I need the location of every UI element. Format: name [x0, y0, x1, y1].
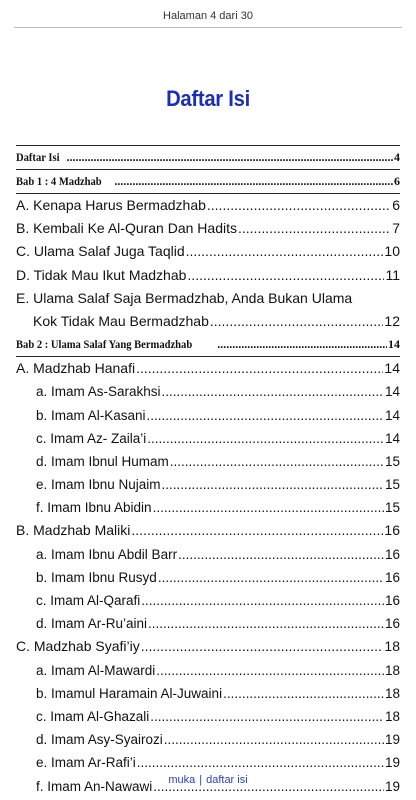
- toc-entry-page: 14: [384, 407, 400, 423]
- toc-entry-page: 16: [384, 546, 400, 562]
- dot-leader: [131, 519, 383, 542]
- toc-entry-page: 15: [384, 453, 400, 469]
- toc-entry-label: B. Kembali Ke Al-Quran Dan Hadits: [16, 220, 237, 237]
- dot-leader: [150, 705, 384, 728]
- dot-leader: [178, 543, 384, 566]
- toc-entry-page: 19: [384, 732, 400, 748]
- toc-entry-label: Bab 1 : 4 Madzhab: [16, 174, 102, 188]
- toc-entry-page: 16: [384, 593, 400, 608]
- toc-section-maliki[interactable]: [16, 519, 400, 542]
- dot-leader: [210, 310, 384, 333]
- toc-entry-page: 16: [384, 616, 400, 632]
- toc-entry-page: 4: [394, 150, 400, 164]
- header-divider: [14, 27, 402, 28]
- toc-entry-label: Daftar Isi: [16, 150, 60, 164]
- toc-entry-label: e. Imam Ar-Rafi’i: [36, 755, 136, 771]
- toc-entry-page: 7: [392, 220, 400, 237]
- toc-entry-label: e. Imam Ibnu Nujaim: [36, 477, 161, 493]
- dot-leader: [147, 404, 384, 427]
- toc-entry-page: 10: [384, 243, 400, 260]
- toc-entry-page: 18: [384, 685, 400, 701]
- toc-subentry[interactable]: [16, 404, 400, 427]
- dot-leader: [153, 496, 384, 519]
- dot-leader: [162, 473, 384, 496]
- dot-leader: [137, 751, 384, 774]
- dot-leader: [223, 682, 384, 705]
- toc-entry[interactable]: [16, 264, 400, 287]
- toc-entry[interactable]: [16, 194, 400, 217]
- daftar-isi-link[interactable]: daftar isi: [206, 774, 248, 786]
- dot-leader: [187, 264, 384, 287]
- toc-entry-multiline[interactable]: [16, 287, 400, 333]
- toc-entry-label: A. Madzhab Hanafi: [16, 360, 136, 377]
- toc-entry-label: B. Madzhab Maliki: [16, 522, 131, 539]
- toc-section-hanafi[interactable]: [16, 357, 400, 380]
- toc-entry[interactable]: [16, 217, 400, 240]
- table-of-contents: [16, 145, 400, 798]
- toc-entry-daftar-isi[interactable]: [16, 145, 400, 170]
- toc-entry-label-line1: E. Ulama Salaf Saja Bermadzhab, Anda Bukan Ulama: [16, 289, 353, 306]
- toc-entry-label: c. Imam Al-Qarafi: [36, 593, 141, 608]
- toc-entry-page: 14: [384, 360, 400, 377]
- toc-entry-label: C. Ulama Salaf Juga Taqlid: [16, 243, 185, 260]
- dot-leader: [147, 427, 384, 450]
- toc-entry-label: a. Imam Al-Mawardi: [36, 662, 156, 678]
- toc-section-syafiiy[interactable]: [16, 635, 400, 658]
- dot-leader: [162, 380, 384, 403]
- toc-entry-page: 11: [385, 266, 400, 283]
- toc-entry-label: b. Imam Ibnu Rusyd: [36, 569, 157, 585]
- toc-entry-page: 18: [384, 708, 400, 724]
- toc-entry-page: 16: [384, 522, 400, 539]
- toc-subentry[interactable]: [16, 473, 400, 496]
- dot-leader: [164, 728, 384, 751]
- toc-entry-page: 15: [384, 477, 400, 493]
- toc-entry-label: f. Imam An-Nawawi: [36, 778, 153, 794]
- dot-leader: [158, 566, 384, 589]
- toc-subentry[interactable]: [16, 543, 400, 566]
- toc-entry-page: 14: [384, 384, 400, 400]
- toc-entry-label: d. Imam Asy-Syairozi: [36, 732, 163, 748]
- toc-entry-page: 19: [384, 778, 400, 794]
- toc-entry-page: 12: [384, 312, 400, 329]
- toc-subentry[interactable]: [16, 496, 400, 519]
- toc-subentry[interactable]: [16, 380, 400, 403]
- toc-entry[interactable]: [16, 240, 400, 263]
- toc-entry-bab-1[interactable]: [16, 170, 400, 194]
- toc-subentry[interactable]: [16, 589, 400, 612]
- dot-leader: [148, 612, 384, 635]
- toc-entry-label: d. Imam Ar-Ru’aini: [36, 616, 148, 632]
- toc-entry-label: c. Imam Az- Zaila’i: [36, 430, 147, 446]
- toc-entry-label: Bab 2 : Ulama Salaf Yang Bermadzhab: [16, 337, 193, 352]
- toc-entry-page: 6: [394, 174, 400, 188]
- toc-entry-page: 15: [384, 500, 400, 516]
- page-footer: [0, 774, 416, 786]
- page-title: Daftar Isi: [166, 86, 250, 111]
- toc-entry-page: 6: [392, 197, 400, 213]
- toc-entry-label: b. Imam Al-Kasani: [36, 407, 146, 423]
- toc-subentry[interactable]: [16, 728, 400, 751]
- dot-leader: [238, 217, 391, 240]
- toc-subentry[interactable]: [16, 566, 400, 589]
- dot-leader: [66, 146, 393, 169]
- dot-leader: [136, 357, 383, 380]
- dot-leader: [170, 450, 384, 473]
- toc-entry-label-line2: Kok Tidak Mau Bermadzhab: [33, 312, 209, 329]
- toc-entry-page: 19: [384, 755, 400, 771]
- toc-entry-page: 18: [384, 662, 400, 678]
- dot-leader: [207, 194, 391, 217]
- dot-leader: [141, 635, 384, 658]
- toc-subentry[interactable]: [16, 705, 400, 728]
- toc-entry-page: 14: [384, 430, 400, 446]
- toc-subentry[interactable]: [16, 427, 400, 450]
- toc-entry-page: 18: [384, 638, 400, 655]
- toc-entry-label: a. Imam As-Sarakhsi: [36, 384, 161, 400]
- toc-entry-label: a. Imam Ibnu Abdil Barr: [36, 546, 178, 562]
- toc-entry-label: C. Madzhab Syafi’iy: [16, 638, 140, 655]
- toc-subentry[interactable]: [16, 659, 400, 682]
- toc-entry-label: A. Kenapa Harus Bermadzhab: [16, 197, 206, 213]
- toc-entry-bab-2[interactable]: [16, 333, 400, 357]
- dot-leader: [114, 170, 393, 193]
- toc-entry-label: D. Tidak Mau Ikut Madzhab: [16, 266, 187, 283]
- toc-entry-label: c. Imam Al-Ghazali: [36, 708, 150, 724]
- toc-subentry[interactable]: [16, 751, 400, 774]
- toc-entry-label: b. Imamul Haramain Al-Juwaini: [36, 685, 223, 701]
- page-header: Halaman 4 dari 30: [163, 10, 253, 22]
- toc-entry-page: 16: [384, 569, 400, 585]
- toc-entry-label: f. Imam Ibnu Abidin: [36, 500, 152, 516]
- muka-link[interactable]: muka: [168, 774, 196, 786]
- footer-separator: |: [199, 774, 203, 786]
- dot-leader: [217, 333, 387, 356]
- toc-subentry[interactable]: [16, 682, 400, 705]
- toc-entry-continuation: [16, 310, 400, 333]
- toc-entry-label: d. Imam Ibnul Humam: [36, 453, 169, 469]
- dot-leader: [186, 240, 384, 263]
- dot-leader: [156, 659, 384, 682]
- dot-leader: [141, 589, 384, 612]
- toc-subentry[interactable]: [16, 612, 400, 635]
- toc-subentry[interactable]: [16, 450, 400, 473]
- toc-entry-page: 14: [388, 337, 400, 352]
